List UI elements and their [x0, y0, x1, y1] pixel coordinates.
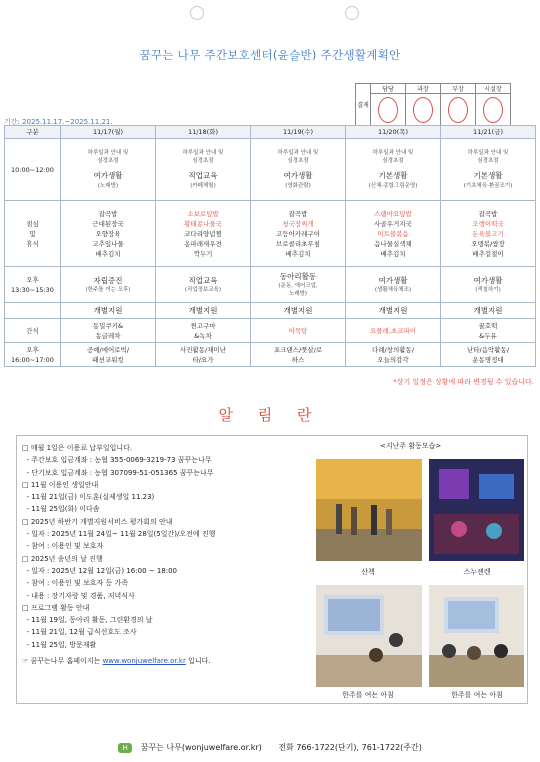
- lunch-menu-cell: [346, 201, 441, 267]
- lunch-menu-cell: [61, 201, 156, 267]
- menu-item: 돈육불고기: [472, 229, 504, 238]
- activity-title: 자립증진: [93, 275, 123, 285]
- snack-label: 간식: [5, 319, 61, 343]
- activity-sub: (생활체육체조): [374, 286, 412, 293]
- afternoon-row: [5, 267, 536, 303]
- late-afternoon-row: [5, 343, 536, 367]
- notice-line: - 주간보호 입금계좌 : 농협 355-0069-3219-73 꿈꾸는나무: [22, 456, 212, 465]
- schedule-note: *상기 일정은 상황에 따라 변경될 수 있습니다.: [393, 378, 534, 386]
- snack-cell: 요플레,초코파이: [346, 319, 441, 343]
- daily-guide-text: 하루일과 안내 및 심경초점: [372, 149, 414, 164]
- activity-sub: (색칠하기): [475, 286, 501, 293]
- program-cell: 난타/음악활동/ 운동명정대: [441, 343, 536, 367]
- notice-line: □ 프로그램 활동 안내: [22, 603, 90, 612]
- notice-line: - 내용 : 장기자랑 및 경품, 저녁식사: [22, 591, 135, 600]
- snack-cell: 찐고구마 &녹차: [156, 319, 251, 343]
- binder-hole-right: [345, 6, 359, 20]
- activity-title: 직업교육: [188, 275, 218, 285]
- lunch-menu-cell: [441, 201, 536, 267]
- menu-item: 스팸마요덮밥: [374, 209, 412, 218]
- menu-item: 미트볼볶음: [377, 229, 409, 238]
- activity-cell: [61, 139, 156, 201]
- activity-sub: (기초체육-환골조기): [463, 182, 513, 189]
- header-cell: 11/17(월): [61, 126, 156, 139]
- page-title: 꿈꾸는 나무 주간보호센터(윤슬반) 주간생활계획안: [139, 48, 401, 62]
- program-cell: 포크댄스/풋살/로 하스: [251, 343, 346, 367]
- notice-line: - 일자 : 2025년 11월 24일~ 11월 28일(5일간)/오전에 진행: [22, 530, 216, 539]
- activity-title: 기본생활: [378, 170, 408, 180]
- individual-support-cell: 개별지원: [346, 303, 441, 319]
- menu-item: 배추겉절이: [472, 249, 504, 258]
- time-cell: [5, 343, 61, 367]
- activity-cell: [441, 139, 536, 201]
- activity-title: 여가생활: [93, 170, 123, 180]
- individual-support-row: [5, 303, 536, 319]
- activity-sub: (영화관람): [285, 182, 311, 189]
- homepage-prefix: ☞ 꿈꾸는나무 홈페이지는: [22, 657, 103, 666]
- binder-hole-left: [190, 6, 204, 20]
- individual-support-cell: 개별지원: [61, 303, 156, 319]
- approval-label: 결재: [356, 84, 371, 129]
- activity-sub: (운동, 에어크업, 노래방): [278, 282, 318, 297]
- individual-support-cell: 개별지원: [441, 303, 536, 319]
- notice-line: - 단기보호 입금계좌 : 농협 307099-51-051365 꿈꾸는나무: [22, 468, 214, 477]
- approval-seal: [371, 94, 406, 129]
- menu-item: 소보로덮밥: [187, 209, 219, 218]
- photo-caption: 한주를 여는 아침: [451, 691, 503, 699]
- late-time: 16:00~17:00: [11, 355, 54, 364]
- activity-cell: [156, 267, 251, 303]
- lunch-menu-cell: [251, 201, 346, 267]
- snack-cell: 꿀호떡 &두유: [441, 319, 536, 343]
- header-cell: 11/18(화): [156, 126, 251, 139]
- notice-line: - 11월 21일(금) 이도훈(실제생일 11.23): [22, 493, 155, 502]
- logo-icon: H: [118, 743, 132, 753]
- activity-sub: (카페체험): [190, 182, 216, 189]
- lunch-row: [5, 201, 536, 267]
- menu-item: 배추김치: [380, 249, 406, 258]
- activity-sub: (직업정보교육): [184, 286, 222, 293]
- afternoon-label: 오후: [26, 275, 39, 284]
- daily-guide-text: 하루일과 안내 및 심경초점: [277, 149, 319, 164]
- weekly-schedule-table: [4, 125, 536, 367]
- snack-row: [5, 319, 536, 343]
- menu-item: 깍두기: [193, 249, 213, 258]
- daily-guide-text: 하루일과 안내 및 심경초점: [467, 149, 509, 164]
- individual-support-cell: 개별지원: [251, 303, 346, 319]
- daily-guide-text: 하루일과 안내 및 심경초점: [87, 149, 129, 164]
- time-cell: [5, 267, 61, 303]
- photo-caption: 산책: [361, 568, 375, 576]
- notice-line: - 일자 : 2025년 12월 12일(금) 16:00 ~ 18:00: [22, 566, 178, 575]
- activity-cell: [441, 267, 536, 303]
- menu-item: 배추김치: [95, 249, 121, 258]
- photo-morning-1: [316, 585, 422, 687]
- activity-title: 동아리활동: [279, 271, 317, 281]
- program-cell: 사진활동/재미난 타/요가: [156, 343, 251, 367]
- photo-caption: 스누젠렌: [463, 568, 491, 576]
- activity-title: 여가생활: [378, 275, 408, 285]
- approval-role: 과장: [406, 84, 441, 94]
- footer-phone: 전화 766-1722(단기), 761-1722(주간): [278, 743, 422, 752]
- menu-item: 고추잎나물: [92, 239, 124, 248]
- menu-item: 잡곡밥: [98, 209, 118, 218]
- program-cell: 공예/에어로빅/ 패션교워킹: [61, 343, 156, 367]
- late-label: 오후: [26, 345, 39, 354]
- time-cell: 10:00~12:00: [5, 139, 61, 201]
- snack-cell: 어묵탕: [251, 319, 346, 343]
- activity-cell: [251, 139, 346, 201]
- notice-line: - 11월 19일, 동아리 활동, 그린환경의 날: [22, 616, 153, 625]
- activity-title: 여가생활: [283, 170, 313, 180]
- homepage-line: [22, 655, 215, 667]
- photo-morning-2: [429, 585, 524, 687]
- menu-item: 오향장육: [95, 229, 121, 238]
- menu-item: 황태콩나물국: [184, 219, 222, 228]
- notice-line: - 참여 : 이용인 및 보호자: [22, 542, 104, 551]
- snack-cell: 동밀쿠키& 동글레차: [61, 319, 156, 343]
- activity-sub: (한주를 여는 오후): [85, 286, 131, 293]
- homepage-link[interactable]: www.wonjuwelfare.or.kr: [102, 657, 186, 666]
- past-activity-label: <지난주 활동모습>: [380, 442, 442, 450]
- menu-item: 잡곡밥: [288, 209, 308, 218]
- activity-title: 여가생활: [473, 275, 503, 285]
- activity-sub: (신체-종합그림운영): [368, 182, 418, 189]
- menu-item: 음나물실색채: [374, 239, 412, 248]
- notice-line: □ 2025년 송년의 날 진행: [22, 554, 103, 563]
- menu-item: 근대된장국: [92, 219, 124, 228]
- schedule-period: 기간: 2025.11.17.~2025.11.21.: [4, 118, 113, 126]
- notice-line: - 참여 : 이용인 및 보호자 등 가족: [22, 579, 129, 588]
- header-cell: 11/19(수): [251, 126, 346, 139]
- menu-item: 옹파래새우전: [184, 239, 222, 248]
- header-cell: 11/20(목): [346, 126, 441, 139]
- photo-walk: [316, 459, 422, 561]
- homepage-suffix: 입니다.: [185, 657, 211, 666]
- header-cell: 구분: [5, 126, 61, 139]
- notice-line: - 11월 25일(화) 이다솜: [22, 505, 100, 514]
- approval-seal: [441, 94, 476, 129]
- menu-item: 조랭이떡국: [472, 219, 504, 228]
- header-cell: 11/21(금): [441, 126, 536, 139]
- menu-item: 잡곡밥: [478, 209, 498, 218]
- lunch-label: 점심 및 휴식: [5, 201, 61, 267]
- notice-line: □ 11월 이용인 생일안내: [22, 480, 99, 489]
- empty-cell: [5, 303, 61, 319]
- notice-line: □ 2025년 하반기 개별지원서비스 평가회의 안내: [22, 517, 173, 526]
- activity-cell: [346, 267, 441, 303]
- approval-role: 담당: [371, 84, 406, 94]
- menu-item: 브로콜리초무침: [276, 239, 320, 248]
- notice-line: □ 매월 1일은 이용료 납부일입니다.: [22, 444, 133, 452]
- approval-role: 시설장: [476, 84, 511, 94]
- menu-item: 고등어카레구이: [276, 229, 320, 238]
- notice-line: - 11월 25일, 방문재활: [22, 640, 97, 649]
- photo-caption: 한주를 여는 아침: [342, 691, 394, 699]
- morning-row: [5, 139, 536, 201]
- activity-sub: (노래방): [97, 182, 119, 189]
- activity-title: 직업교육: [188, 170, 218, 180]
- activity-cell: [346, 139, 441, 201]
- menu-item: 오뎅볶/쌈장: [471, 239, 505, 248]
- notice-line: - 11월 21일, 12월 급식선호도 조사: [22, 628, 137, 637]
- menu-item: 청국장찌개: [282, 219, 314, 228]
- lunch-menu-cell: [156, 201, 251, 267]
- approval-seal: [406, 94, 441, 129]
- activity-cell: [251, 267, 346, 303]
- daily-guide-text: 하루일과 안내 및 심경초점: [182, 149, 224, 164]
- notice-title: 알 림 란: [218, 406, 322, 424]
- menu-item: 코다리양념찜: [184, 229, 222, 238]
- activity-title: 기본생활: [473, 170, 503, 180]
- menu-item: 배추김치: [285, 249, 311, 258]
- notice-list: [22, 442, 215, 667]
- approval-seal: [476, 94, 511, 129]
- approval-box: [355, 83, 511, 129]
- program-cell: 다례/창의활동/ 오늘의감각: [346, 343, 441, 367]
- footer-name: 꿈꾸는 나무(wonjuwelfare.or.kr): [140, 743, 262, 752]
- footer: [0, 742, 540, 753]
- schedule-header-row: [5, 126, 536, 139]
- individual-support-cell: 개별지원: [156, 303, 251, 319]
- menu-item: 사골우거지국: [374, 219, 412, 228]
- approval-role: 부장: [441, 84, 476, 94]
- activity-cell: [61, 267, 156, 303]
- photo-snoezelen: [429, 459, 524, 561]
- afternoon-time: 13:30~15:30: [11, 285, 54, 294]
- activity-cell: [156, 139, 251, 201]
